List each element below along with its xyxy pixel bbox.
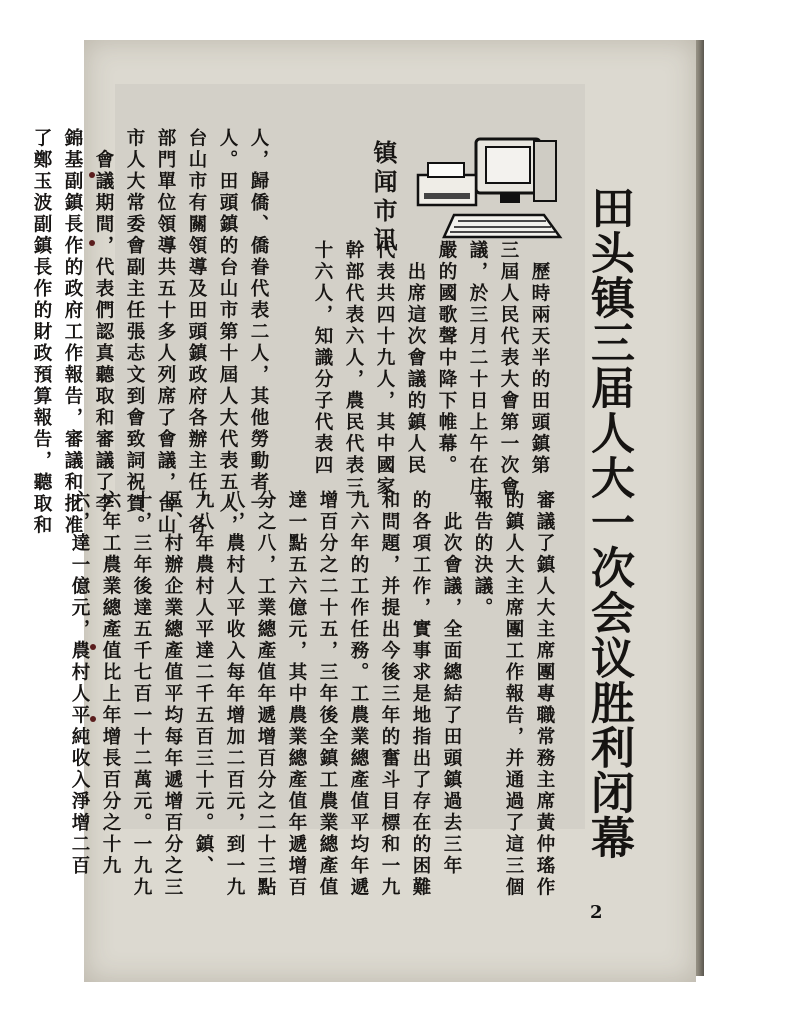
text-column: 和問題，并提出今後三年的奮斗目標和一九 (379, 490, 400, 899)
page-number: 2 (590, 902, 603, 923)
section-label: 镇闻市讯 (369, 140, 398, 256)
text-column: 的鎮人大主席團工作報告，并通過了這三個 (503, 490, 524, 899)
body-columns-bottom (69, 490, 560, 899)
article-title: 田头镇三届人大一次会议胜利闭幕 (583, 185, 634, 860)
text-column: 此次會議，全面總結了田頭鎮過去三年 (441, 490, 462, 877)
text-column: 歷時兩天半的田頭鎮第 (529, 240, 550, 477)
text-column: 代表共四十九人，其中國家 (374, 240, 395, 498)
text-column: 增百分之二十五，三年後全鎮工農業總產值 (317, 490, 338, 899)
text-column: 台山市有關領導及田頭鎮政府各辦主任，各 (186, 128, 207, 537)
text-column: 錦基副鎮長作的政府工作報告，審議和批准 (62, 128, 83, 537)
text-column: 嚴的國歌聲中降下帷幕。 (436, 240, 457, 477)
text-column: 區、村辦企業總產值平均每年遞增百分之三 (162, 490, 183, 899)
text-column: 會議期間，代表們認真聽取和審議了李 (93, 128, 114, 515)
text-column: 九八年農村人平達二千五百三十元。鎮、 (193, 490, 214, 877)
text-column: 八，農村人平收入每年增加二百元，到一九 (224, 490, 245, 899)
text-column: 人。田頭鎮的台山市第十屆人大代表五人， (217, 128, 238, 537)
text-column: 人，歸僑、僑眷代表二人，其他勞動者一 (248, 128, 269, 515)
text-column: 出席這次會議的鎮人民 (405, 240, 426, 477)
text-column: 六年工農業總產值比上年增長百分之十九 (100, 490, 121, 877)
text-column: 審議了鎮人大主席團專職常務主席黃仲瑤作 (534, 490, 555, 899)
text-column: 了鄭玉波副鎮長作的財政預算報告，聽取和 (31, 128, 52, 537)
text-column: 十六人，知識分子代表四 (312, 240, 333, 477)
text-column: 九六年的工作任務。工農業總產值平均年遞 (348, 490, 369, 899)
text-column: 三屆人民代表大會第一次會 (498, 240, 519, 498)
text-column: 報告的決議。 (472, 490, 493, 619)
computer-printer-icon (414, 133, 564, 245)
text-column: 達一點五六億元，其中農業總產值年遞增百 (286, 490, 307, 899)
text-column: 部門單位領導共五十多人列席了會議，台山 (155, 128, 176, 537)
text-column: 幹部代表六人，農民代表三 (343, 240, 364, 498)
text-column: 議，於三月二十日上午在庄 (467, 240, 488, 498)
text-column: 分之八，工業總產值年遞增百分之二十三點 (255, 490, 276, 899)
text-column: 的各項工作，實事求是地指出了存在的困難 (410, 490, 431, 899)
text-column: 六，達一億元，農村人平純收入淨增二百 (69, 490, 90, 877)
text-column: 十，三年後達五千七百一十二萬元。一九九 (131, 490, 152, 899)
text-column: 市人大常委會副主任張志文到會致詞祝賀。 (124, 128, 145, 537)
